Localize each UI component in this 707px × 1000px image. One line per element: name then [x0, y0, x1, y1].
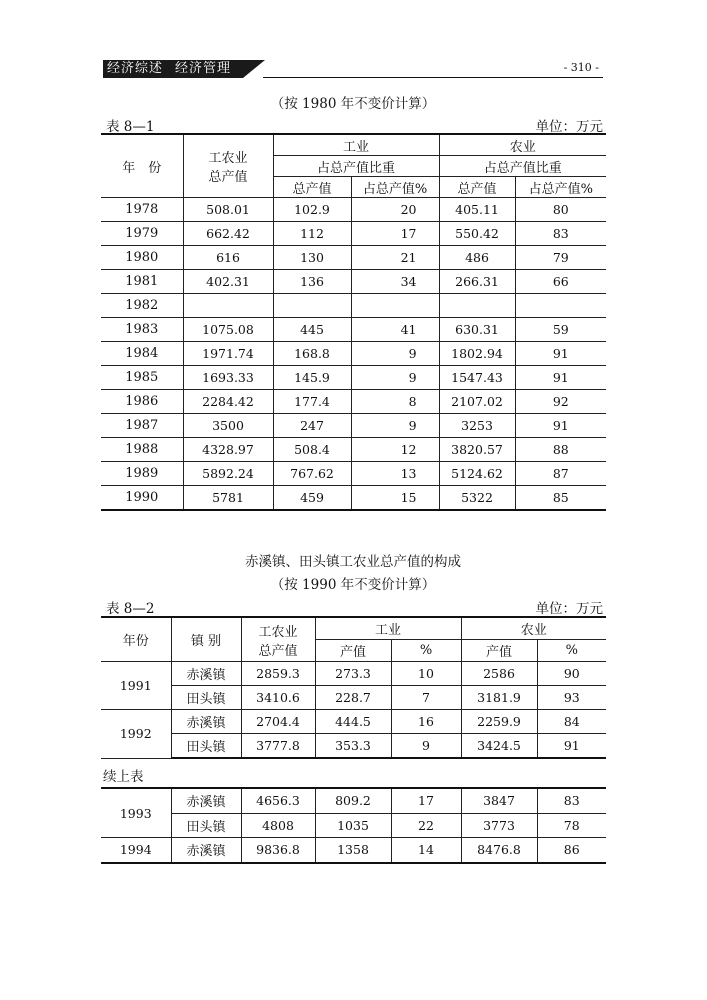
cell-town: 田头镇: [171, 813, 241, 838]
cell-industry-value: 145.9: [273, 366, 351, 390]
cell-total: 5892.24: [183, 462, 273, 486]
table2-title: 赤溪镇、田头镇工农业总产值的构成: [245, 554, 461, 570]
section-tab: [103, 60, 243, 78]
cell-industry-pct: 9: [351, 414, 439, 438]
cell-agriculture-pct: 91: [515, 366, 606, 390]
cell-total: 616: [183, 246, 273, 270]
cell-total: 1971.74: [183, 342, 273, 366]
cell-industry-value: 459: [273, 486, 351, 511]
table-row: [101, 246, 606, 270]
header-town: 镇 别: [171, 617, 241, 662]
cell-total: 662.42: [183, 222, 273, 246]
cell-industry-value: 767.62: [273, 462, 351, 486]
cell-industry-pct: 9: [351, 366, 439, 390]
cell-agriculture-pct: 88: [515, 438, 606, 462]
cell-industry-value: 508.4: [273, 438, 351, 462]
header-agriculture-share: 占总产值比重: [439, 156, 606, 177]
cell-industry-value: 273.3: [315, 662, 391, 686]
cell-industry-pct: 13: [351, 462, 439, 486]
cell-industry-value: 177.4: [273, 390, 351, 414]
cell-agriculture-pct: 84: [537, 710, 606, 734]
cell-agriculture-value: 405.11: [439, 198, 515, 222]
cell-year: 1988: [101, 438, 183, 462]
cell-agriculture-pct: [515, 294, 606, 318]
cell-agriculture-value: 2107.02: [439, 390, 515, 414]
cell-industry-value: 353.3: [315, 734, 391, 759]
cell-industry-pct: 41: [351, 318, 439, 342]
table1-label: 表 8—1: [106, 119, 155, 135]
table-row: [101, 414, 606, 438]
header-industry-pct: %: [391, 640, 461, 662]
header-industry-value: 总产值: [273, 177, 351, 198]
table-row: [101, 462, 606, 486]
table-row: [101, 318, 606, 342]
cell-total: 3777.8: [241, 734, 315, 759]
table-row: [101, 198, 606, 222]
cell-agriculture-pct: 86: [537, 838, 606, 863]
table-row: [101, 438, 606, 462]
cell-industry-value: [273, 294, 351, 318]
cell-total: 4328.97: [183, 438, 273, 462]
cell-town: 赤溪镇: [171, 788, 241, 813]
header-agriculture-pct: %: [537, 640, 606, 662]
cell-town: 田头镇: [171, 734, 241, 759]
table-row: [101, 486, 606, 511]
header-agriculture-value: 总产值: [439, 177, 515, 198]
table1-subtitle: （按 1980 年不变价计算）: [270, 96, 436, 112]
header-industry-value: 产值: [315, 640, 391, 662]
cell-agriculture-value: 5322: [439, 486, 515, 511]
cell-agriculture-pct: 66: [515, 270, 606, 294]
cell-town: 田头镇: [171, 686, 241, 710]
cell-industry-pct: 7: [391, 686, 461, 710]
table-row: [101, 366, 606, 390]
header-agriculture-value: 产值: [461, 640, 537, 662]
cell-agriculture-value: [439, 294, 515, 318]
cell-industry-pct: 20: [351, 198, 439, 222]
cell-agriculture-value: 5124.62: [439, 462, 515, 486]
cell-year: 1985: [101, 366, 183, 390]
table-row: [101, 222, 606, 246]
cell-agriculture-pct: 90: [537, 662, 606, 686]
cell-industry-pct: 9: [391, 734, 461, 759]
header-total-line2: 总产值: [208, 170, 248, 185]
page-number: - 310 -: [563, 61, 599, 74]
header-agriculture-pct: 占总产值%: [515, 177, 606, 198]
cell-industry-value: 168.8: [273, 342, 351, 366]
cell-total: 4808: [241, 813, 315, 838]
cell-industry-pct: 15: [351, 486, 439, 511]
cell-total: 9836.8: [241, 838, 315, 863]
cell-year: 1993: [101, 788, 171, 838]
table-row: [101, 390, 606, 414]
subsection-title: 经济管理: [175, 61, 232, 76]
cell-total: 508.01: [183, 198, 273, 222]
header-rule: [263, 77, 603, 78]
cell-industry-value: 1035: [315, 813, 391, 838]
table-row: [101, 270, 606, 294]
cell-year: 1994: [101, 838, 171, 863]
cell-total: 402.31: [183, 270, 273, 294]
cell-town: 赤溪镇: [171, 710, 241, 734]
table-row: [101, 294, 606, 318]
cell-total: 2704.4: [241, 710, 315, 734]
cell-agriculture-pct: 85: [515, 486, 606, 511]
cell-total: 4656.3: [241, 788, 315, 813]
cell-industry-pct: 17: [391, 788, 461, 813]
cell-industry-value: 130: [273, 246, 351, 270]
cell-year: 1982: [101, 294, 183, 318]
cell-year: 1983: [101, 318, 183, 342]
header-agriculture: 农业: [439, 134, 606, 156]
header-year: 年 份: [101, 134, 183, 198]
cell-year: 1981: [101, 270, 183, 294]
cell-year: 1986: [101, 390, 183, 414]
cell-agriculture-pct: 83: [515, 222, 606, 246]
header-total-line1: 工农业: [258, 624, 298, 640]
cell-total: 3500: [183, 414, 273, 438]
header-industry-share: 占总产值比重: [273, 156, 439, 177]
cell-total: [183, 294, 273, 318]
header-agriculture: 农业: [461, 617, 606, 640]
cell-agriculture-value: 1802.94: [439, 342, 515, 366]
cell-industry-value: 445: [273, 318, 351, 342]
table-row: [101, 662, 606, 686]
header-industry: 工业: [315, 617, 461, 640]
cell-industry-value: 102.9: [273, 198, 351, 222]
table-row: [101, 788, 606, 813]
table-row: [101, 734, 606, 759]
cell-agriculture-value: 3181.9: [461, 686, 537, 710]
cell-year: 1980: [101, 246, 183, 270]
cell-agriculture-value: 1547.43: [439, 366, 515, 390]
cell-industry-pct: 8: [351, 390, 439, 414]
cell-industry-pct: 14: [391, 838, 461, 863]
table1: [101, 133, 606, 511]
header-industry-pct: 占总产值%: [351, 177, 439, 198]
tab-corner: [243, 60, 265, 78]
cell-year: 1987: [101, 414, 183, 438]
cell-agriculture-value: 550.42: [439, 222, 515, 246]
continued-label: 续上表: [103, 769, 144, 785]
cell-agriculture-pct: 91: [515, 414, 606, 438]
cell-year: 1978: [101, 198, 183, 222]
header-total-line2: 总产值: [258, 643, 298, 659]
cell-town: 赤溪镇: [171, 662, 241, 686]
cell-agriculture-value: 3847: [461, 788, 537, 813]
cell-industry-value: 228.7: [315, 686, 391, 710]
cell-industry-value: 136: [273, 270, 351, 294]
cell-town: 赤溪镇: [171, 838, 241, 863]
table2-subtitle: （按 1990 年不变价计算）: [270, 577, 436, 593]
cell-industry-value: 1358: [315, 838, 391, 863]
cell-total: 3410.6: [241, 686, 315, 710]
cell-agriculture-pct: 79: [515, 246, 606, 270]
cell-total: 1693.33: [183, 366, 273, 390]
cell-industry-pct: 22: [391, 813, 461, 838]
table2-label: 表 8—2: [106, 601, 155, 617]
page-header: [103, 60, 603, 78]
table-row: [101, 342, 606, 366]
cell-industry-value: 247: [273, 414, 351, 438]
table2: [101, 616, 606, 759]
cell-agriculture-pct: 91: [537, 734, 606, 759]
cell-year: 1989: [101, 462, 183, 486]
cell-industry-pct: 17: [351, 222, 439, 246]
section-title: 经济综述: [107, 61, 164, 76]
cell-year: 1990: [101, 486, 183, 511]
table2-continued: [101, 787, 606, 864]
cell-agriculture-pct: 59: [515, 318, 606, 342]
header-industry: 工业: [273, 134, 439, 156]
cell-agriculture-value: 2586: [461, 662, 537, 686]
cell-industry-pct: 16: [391, 710, 461, 734]
table1-unit: 单位：万元: [535, 119, 603, 135]
cell-agriculture-value: 3773: [461, 813, 537, 838]
cell-agriculture-value: 3424.5: [461, 734, 537, 759]
cell-total: 1075.08: [183, 318, 273, 342]
cell-industry-pct: 9: [351, 342, 439, 366]
table-row: [101, 686, 606, 710]
cell-agriculture-value: 3820.57: [439, 438, 515, 462]
cell-total: 5781: [183, 486, 273, 511]
table2-unit: 单位：万元: [535, 601, 603, 617]
cell-agriculture-value: 8476.8: [461, 838, 537, 863]
cell-industry-value: 809.2: [315, 788, 391, 813]
cell-agriculture-pct: 87: [515, 462, 606, 486]
header-total: [183, 134, 273, 198]
header-year: 年份: [101, 617, 171, 662]
cell-year: 1984: [101, 342, 183, 366]
cell-total: 2859.3: [241, 662, 315, 686]
cell-agriculture-pct: 83: [537, 788, 606, 813]
cell-industry-pct: 21: [351, 246, 439, 270]
cell-agriculture-pct: 93: [537, 686, 606, 710]
cell-agriculture-pct: 78: [537, 813, 606, 838]
header-total-line1: 工农业: [208, 151, 248, 166]
cell-agriculture-value: 266.31: [439, 270, 515, 294]
cell-year: 1992: [101, 710, 171, 759]
cell-year: 1979: [101, 222, 183, 246]
cell-industry-pct: 10: [391, 662, 461, 686]
cell-agriculture-value: 3253: [439, 414, 515, 438]
cell-agriculture-pct: 80: [515, 198, 606, 222]
table-row: [101, 813, 606, 838]
cell-industry-pct: 12: [351, 438, 439, 462]
cell-agriculture-pct: 92: [515, 390, 606, 414]
cell-industry-pct: 34: [351, 270, 439, 294]
cell-agriculture-pct: 91: [515, 342, 606, 366]
table-row: [101, 710, 606, 734]
cell-agriculture-value: 486: [439, 246, 515, 270]
cell-year: 1991: [101, 662, 171, 710]
cell-agriculture-value: 2259.9: [461, 710, 537, 734]
cell-industry-pct: [351, 294, 439, 318]
cell-industry-value: 444.5: [315, 710, 391, 734]
cell-agriculture-value: 630.31: [439, 318, 515, 342]
table-row: [101, 838, 606, 863]
cell-industry-value: 112: [273, 222, 351, 246]
cell-total: 2284.42: [183, 390, 273, 414]
header-total: [241, 617, 315, 662]
